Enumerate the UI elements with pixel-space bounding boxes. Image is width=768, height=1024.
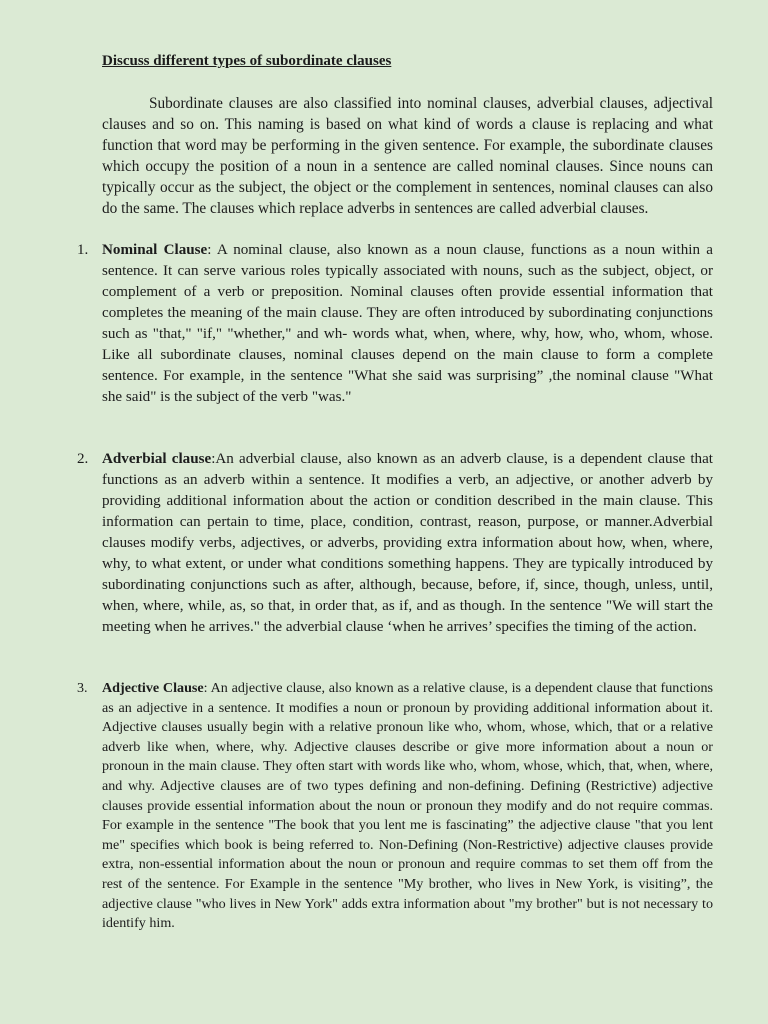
term-adverbial-clause: Adverbial clause — [102, 451, 212, 467]
list-item-adverbial-clause — [77, 449, 714, 638]
list-number: 2. — [77, 451, 89, 467]
definition-nominal-clause: : A nominal clause, also known as a noun clause, functions as a noun within a sentence. It can serve various roles typically associated with nouns, such as the subject, object, or complement of a verb or preposition. Nominal clauses often provide essential information that completes the meaning of the main clause. They are often introduced by subordinating conjunctions such as "that," "if," "whether," and wh- words what, when, where, why, how, who, whom, whose. Like all subordinate clauses, nominal clauses depend on the main clause to form a complete sentence. For example, in the sentence "What she said was surprising” ,the nominal clause "What she said" is the subject of the verb "was." — [102, 242, 713, 405]
intro-paragraph: Subordinate clauses are also classified into nominal clauses, adverbial clauses, adjectival clauses and so on. This naming is based on what kind of words a clause is replacing and what function that word may be performing in the given sentence. For example, the subordinate clauses which occupy the position of a noun in a sentence are called nominal clauses. Since nouns can typically occur as the subject, the object or the complement in sentences, nominal clauses can also do the same. The clauses which replace adverbs in sentences are called adverbial clauses. — [102, 95, 713, 218]
list-number: 1. — [77, 242, 89, 258]
list-item-adjective-clause — [77, 679, 713, 934]
list-number: 3. — [77, 680, 88, 696]
definition-adverbial-clause: :An adverbial clause, also known as an adverb clause, is a dependent clause that functions as an adverb within a sentence. It modifies a verb, an adjective, or another adverb by providing additional information about the action or condition described in the main clause. This information can pertain to time, place, condition, contrast, reason, purpose, or manner.Adverbial clauses modify verbs, adjectives, or adverbs, providing extra information about how, when, where, why, to what extent, or under what conditions something happens. They are typically introduced by subordinating conjunctions such as after, although, because, before, if, since, though, unless, until, when, where, while, as, so that, in order that, as if, and as though. In the sentence "We will start the meeting when he arrives." the adverbial clause ‘when he arrives’ specifies the timing of the action. — [102, 451, 714, 635]
term-nominal-clause: Nominal Clause — [102, 242, 208, 258]
term-adjective-clause: Adjective Clause — [102, 680, 204, 696]
definition-adjective-clause: : An adjective clause, also known as a relative clause, is a dependent clause that functions as an adjective in a sentence. It modifies a noun or pronoun by providing additional information about it. Adjective clauses usually begin with a relative pronoun like who, whom, whose, which, that or a relative adverb like when, where, why. Adjective clauses describe or give more information about a noun or pronoun in the main clause. They often start with words like who, whom, whose, which, that, when, where, and why. Adjective clauses are of two types defining and non-defining. Defining (Restrictive) adjective clauses provide essential information about the noun or pronoun they modify and do not require commas. For example in the sentence "The book that you lent me is fascinating” the adjective clause "that you lent me" specifies which book is being referred to. Non-Defining (Non-Restrictive) adjective clauses provide extra, non-essential information about the noun or pronoun and require commas to set them off from the rest of the sentence. For Example in the sentence "My brother, who lives in New York, is visiting”, the adjective clause "who lives in New York" adds extra information about "my brother" but is not necessary to identify him. — [102, 680, 713, 932]
list-item-nominal-clause — [77, 240, 713, 408]
document-title: Discuss different types of subordinate clauses — [102, 53, 392, 69]
